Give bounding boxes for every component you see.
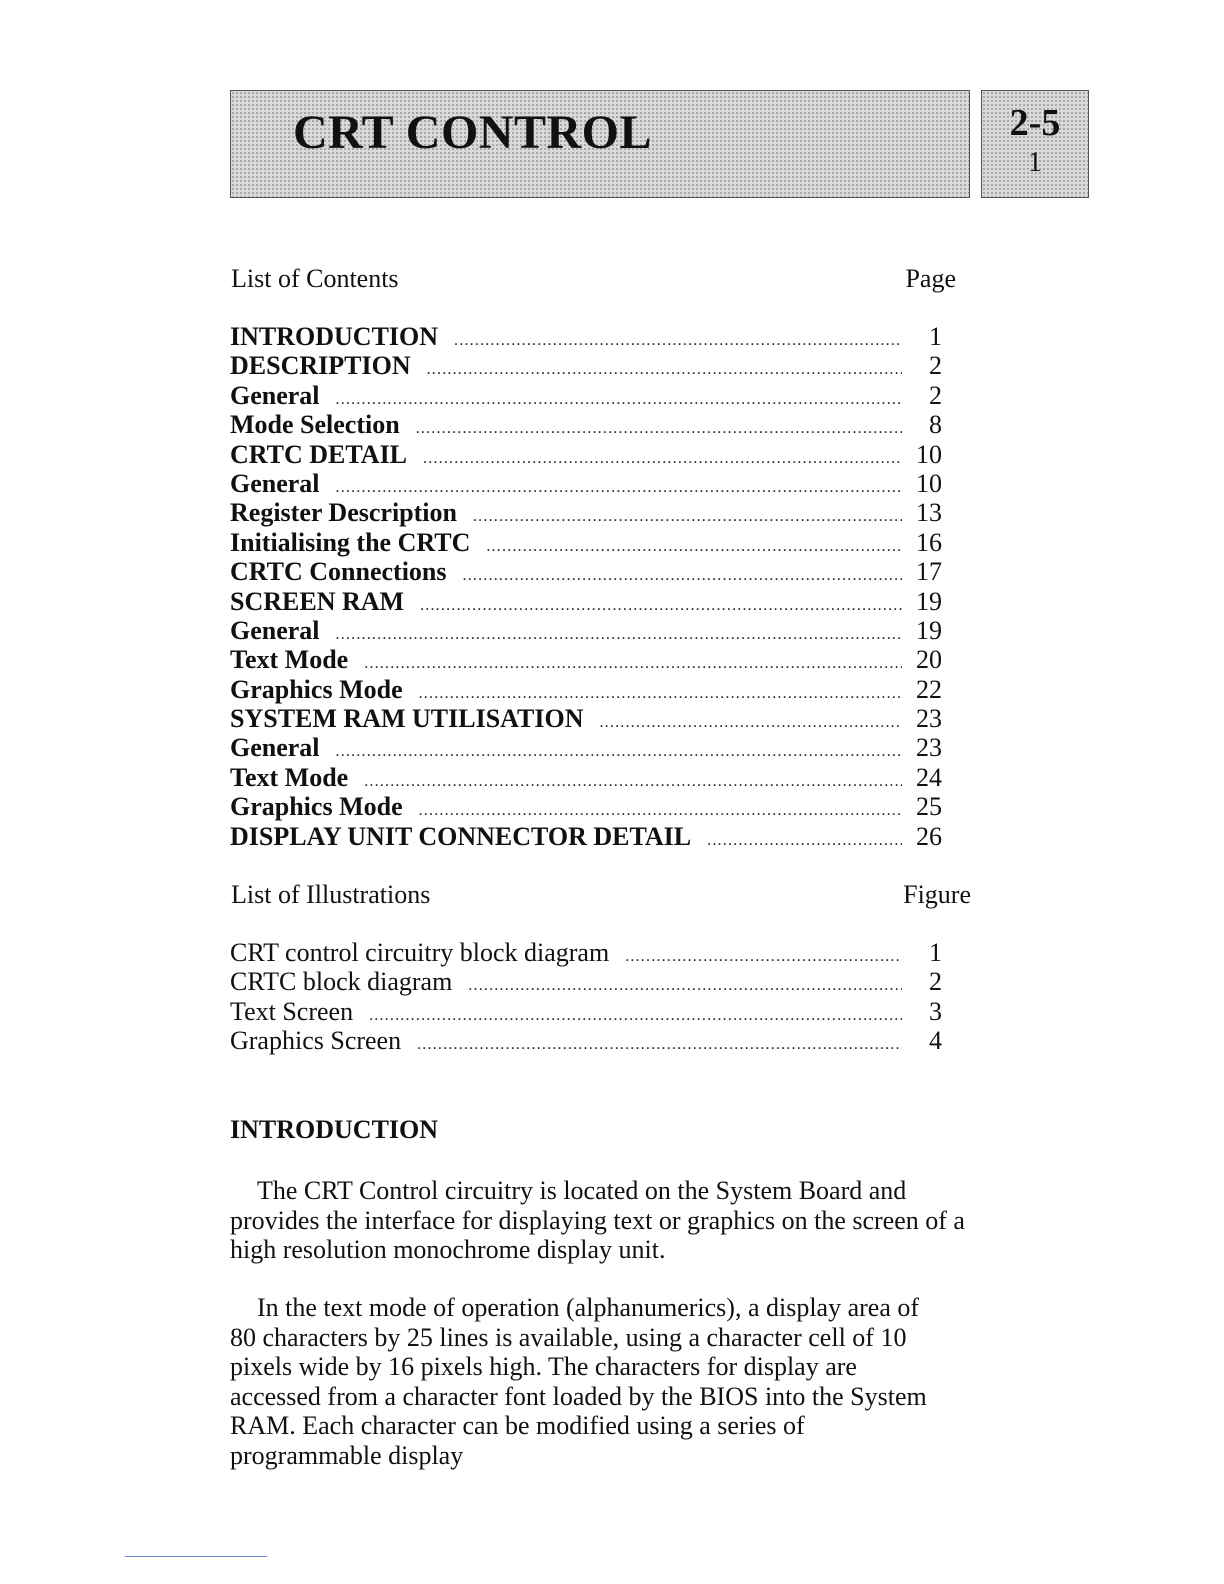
illustration-entry[interactable]: CRT control circuitry block diagram ..... 1 — [230, 938, 942, 967]
chapter-title: CRT CONTROL — [293, 106, 652, 159]
toc-entry[interactable]: DESCRIPTION ..... 2 — [230, 351, 942, 380]
toc-entry[interactable]: DISPLAY UNIT CONNECTOR DETAIL ..... 26 — [230, 822, 942, 851]
list-of-illustrations — [230, 938, 942, 1056]
section-tab — [981, 90, 1089, 198]
illustration-entry[interactable]: CRTC block diagram ..... 2 — [230, 967, 942, 996]
illustrations-header — [231, 880, 971, 910]
toc-entry[interactable]: Initialising the CRTC ..... 16 — [230, 528, 942, 557]
illustrations-figure-label: Figure — [903, 880, 971, 909]
introduction-paragraph-1: The CRT Control circuitry is located on the System Board and provides the interface for displaying text or graphics on the screen of a high resolution monochrome display unit. — [230, 1176, 965, 1264]
toc-entry[interactable]: General ..... 10 — [230, 469, 942, 498]
chapter-header — [230, 90, 970, 198]
toc-entry[interactable]: Mode Selection ..... 8 — [230, 410, 942, 439]
toc-entry[interactable]: Graphics Mode ..... 22 — [230, 675, 942, 704]
contents-page-label: Page — [905, 264, 956, 293]
contents-heading: List of Contents — [231, 264, 399, 293]
toc-entry[interactable]: General ..... 23 — [230, 733, 942, 762]
toc-entry[interactable]: Text Mode ..... 20 — [230, 645, 942, 674]
toc-entry[interactable]: INTRODUCTION ..... 1 — [230, 322, 942, 351]
introduction-paragraph-2: In the text mode of operation (alphanumerics), a display area of 80 characters by 25 lines is available, using a character cell of 10 pixels wide by 16 pixels high. The characters for display are accessed from a character font loaded by the BIOS into the System RAM. Each character can be modified using a series of programmable display — [230, 1293, 927, 1470]
toc-entry[interactable]: Text Mode ..... 24 — [230, 763, 942, 792]
toc-entry[interactable]: Graphics Mode ..... 25 — [230, 792, 942, 821]
illustrations-heading: List of Illustrations — [231, 880, 431, 909]
toc-entry[interactable]: CRTC DETAIL ..... 10 — [230, 440, 942, 469]
toc-entry[interactable]: CRTC Connections ..... 17 — [230, 557, 942, 586]
introduction-heading: INTRODUCTION — [230, 1115, 439, 1144]
illustration-entry[interactable]: Text Screen ..... 3 — [230, 997, 942, 1026]
section-number: 2-5 — [1009, 102, 1061, 144]
toc-entry[interactable]: General ..... 19 — [230, 616, 942, 645]
table-of-contents — [230, 322, 942, 851]
toc-entry[interactable]: SCREEN RAM ..... 19 — [230, 587, 942, 616]
toc-entry[interactable]: SYSTEM RAM UTILISATION ..... 23 — [230, 704, 942, 733]
bottom-rule — [125, 1556, 267, 1557]
toc-entry[interactable]: Register Description ..... 13 — [230, 498, 942, 527]
toc-entry[interactable]: General ..... 2 — [230, 381, 942, 410]
contents-header — [231, 264, 971, 294]
illustration-entry[interactable]: Graphics Screen ..... 4 — [230, 1026, 942, 1055]
section-page-number: 1 — [1028, 147, 1042, 178]
